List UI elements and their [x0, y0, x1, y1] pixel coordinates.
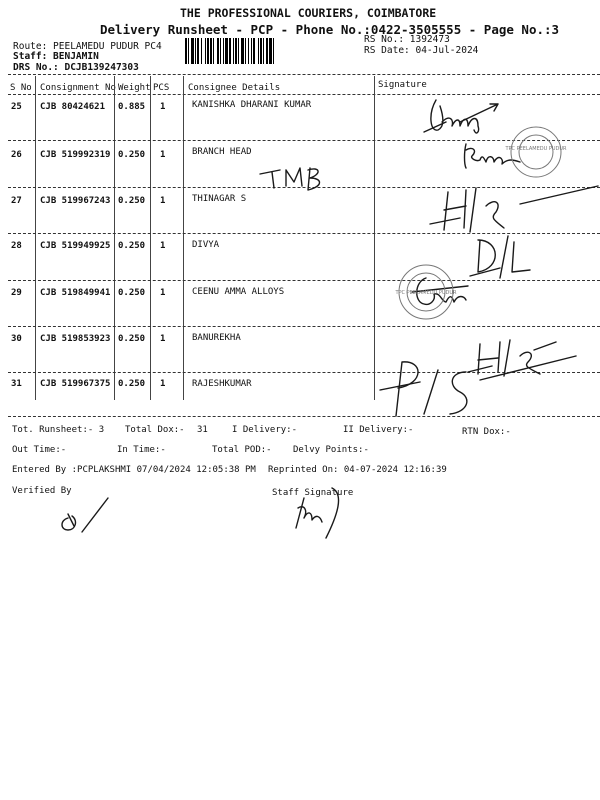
row-weight: 0.250 — [118, 288, 146, 298]
stamp-text: TPC PEELAMEDU PUDUR — [505, 146, 567, 152]
total-dox-label: Total Dox:- — [125, 425, 185, 435]
col-header-pcs: PCS — [153, 83, 170, 93]
barcode — [185, 38, 355, 64]
table-top-rule — [8, 74, 600, 75]
col-header-weight: Weight — [118, 83, 151, 93]
row-weight: 0.250 — [118, 196, 146, 206]
row-pcs: 1 — [160, 334, 166, 344]
rs-date: RS Date: 04-Jul-2024 — [364, 45, 479, 56]
rtn-dox: RTN Dox:- — [462, 427, 511, 437]
handwriting-row-26 — [258, 160, 328, 192]
row-consignee: DIVYA — [192, 240, 220, 250]
row-rule — [8, 326, 600, 327]
col-divider — [183, 76, 184, 400]
route-label: Route: PEELAMEDU PUDUR PC4 — [13, 41, 162, 52]
total-pod: Total POD:- — [212, 445, 272, 455]
row-sno: 30 — [11, 334, 22, 344]
row-consignee: RAJESHKUMAR — [192, 379, 252, 389]
handwriting-row-31 — [380, 350, 580, 420]
row-consignment: CJB 519849941 — [40, 288, 111, 298]
row-consignment: CJB 519992319 — [40, 150, 111, 160]
out-time: Out Time:- — [12, 445, 67, 455]
rs-number: RS No.: 1392473 — [364, 34, 450, 45]
row-weight: 0.250 — [118, 334, 146, 344]
col-divider — [114, 76, 115, 400]
office-stamp — [505, 124, 567, 180]
col-header-consignee: Consignee Details — [188, 83, 281, 93]
row-consignment: CJB 519967243 — [40, 196, 111, 206]
col-header-sno: S No — [10, 83, 32, 93]
row-pcs: 1 — [160, 150, 166, 160]
col-divider — [35, 76, 36, 400]
row-pcs: 1 — [160, 102, 166, 112]
in-time: In Time:- — [117, 445, 166, 455]
col-header-consignment: Consignment No — [40, 83, 116, 93]
runsheet-title: Delivery Runsheet - PCP - Phone No.:0422-3505555 - Page No.:3 — [100, 22, 560, 37]
col-header-signature: Signature — [378, 80, 427, 90]
staff-signature-mark — [292, 484, 362, 544]
row-consignment: CJB 519967375 — [40, 379, 111, 389]
tot-runsheet: Tot. Runsheet:- 3 — [12, 425, 105, 435]
row-consignee: BANUREKHA — [192, 333, 241, 343]
row-consignee: KANISHKA DHARANI KUMAR — [192, 100, 312, 110]
handwriting-row-28 — [470, 232, 550, 280]
header-bottom-rule — [8, 94, 600, 95]
row-weight: 0.250 — [118, 379, 146, 389]
row-weight: 0.250 — [118, 241, 146, 251]
row-rule — [8, 280, 600, 281]
row-sno: 28 — [11, 241, 22, 251]
row-consignee: THINAGAR S — [192, 194, 247, 204]
row-pcs: 1 — [160, 196, 166, 206]
row-pcs: 1 — [160, 288, 166, 298]
verified-by-label: Verified By — [12, 486, 72, 496]
row-sno: 25 — [11, 102, 22, 112]
ii-delivery: II Delivery:- — [343, 425, 414, 435]
row-pcs: 1 — [160, 379, 166, 389]
row-sno: 31 — [11, 379, 22, 389]
col-divider — [374, 76, 375, 400]
total-dox-value: 31 — [197, 425, 208, 435]
col-divider — [150, 76, 151, 400]
row-weight: 0.885 — [118, 102, 146, 112]
reprinted-on: Reprinted On: 04-07-2024 12:16:39 — [268, 465, 447, 475]
entered-by: Entered By :PCPLAKSHMI 07/04/2024 12:05:38 PM — [12, 465, 256, 475]
row-consignment: CJB 519949925 — [40, 241, 111, 251]
signature-row-25 — [420, 92, 500, 137]
company-name: THE PROFESSIONAL COURIERS, COIMBATORE — [180, 6, 437, 20]
delvy-points: Delvy Points:- — [293, 445, 369, 455]
drs-number: DRS No.: DCJB139247303 — [13, 62, 139, 73]
staff-signature-label: Staff Signature — [272, 488, 354, 498]
staff-label: Staff: BENJAMIN — [13, 51, 99, 62]
handwriting-row-27 — [430, 180, 600, 238]
row-consignee: CEENU AMMA ALLOYS — [192, 287, 285, 297]
i-delivery: I Delivery:- — [232, 425, 298, 435]
office-stamp — [396, 262, 456, 322]
row-sno: 29 — [11, 288, 22, 298]
row-pcs: 1 — [160, 241, 166, 251]
row-consignment: CJB 80424621 — [40, 102, 106, 112]
row-sno: 26 — [11, 150, 22, 160]
stamp-text: TPC PEELAMEDU PUDUR — [395, 290, 457, 296]
row-sno: 27 — [11, 196, 22, 206]
verified-by-signature — [56, 496, 112, 540]
row-consignment: CJB 519853923 — [40, 334, 111, 344]
row-consignee: BRANCH HEAD — [192, 147, 252, 157]
row-weight: 0.250 — [118, 150, 146, 160]
